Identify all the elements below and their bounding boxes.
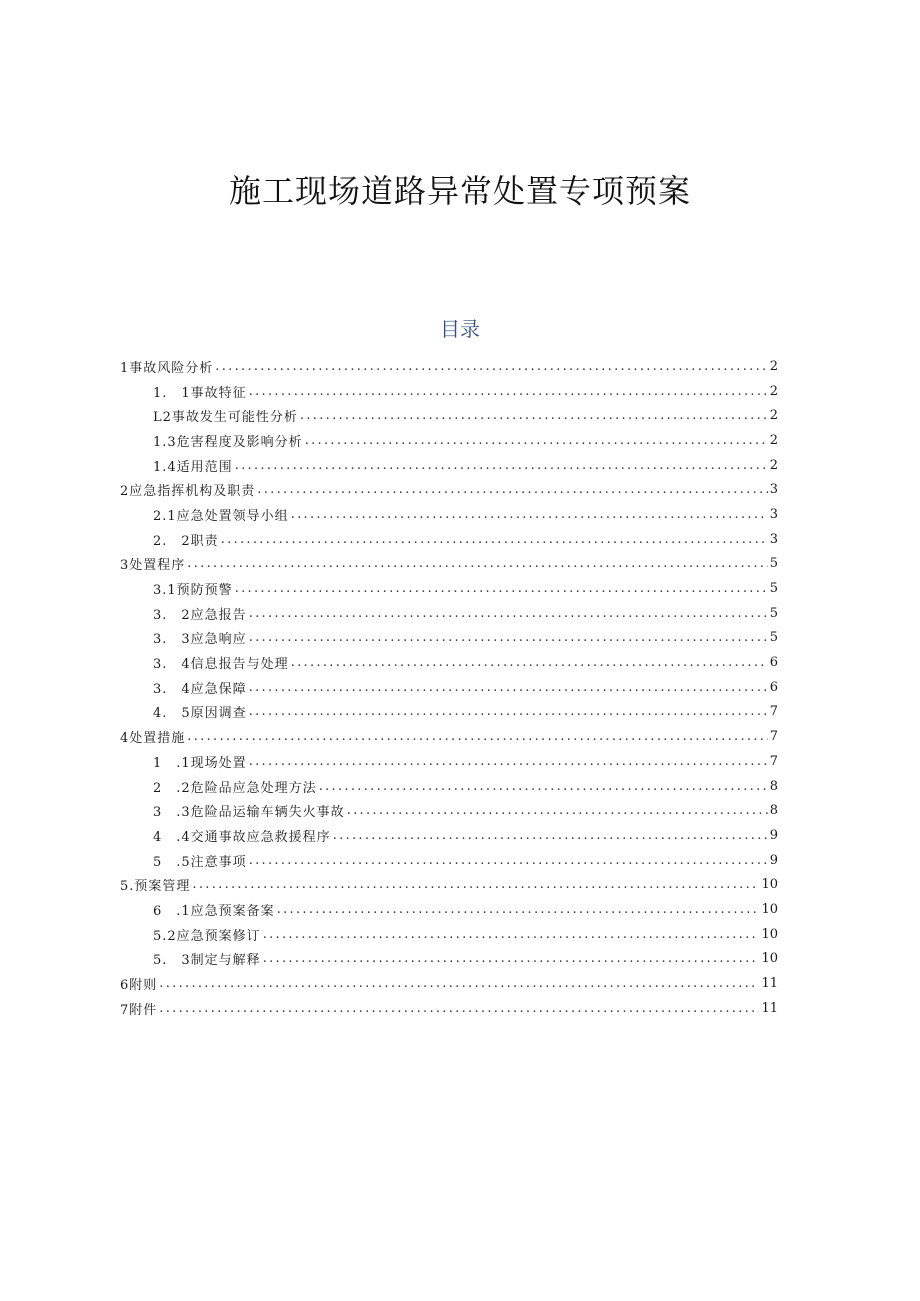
toc-entry-label: 3.1预防预警 <box>153 583 233 599</box>
toc-entry-label: 3. 2应急报告 <box>153 607 247 623</box>
toc-entry[interactable] <box>120 922 778 947</box>
toc-dot-leader <box>291 655 768 670</box>
toc-entry-label: 5.2应急预案修订 <box>153 928 261 944</box>
toc-heading: 目录 <box>440 317 480 341</box>
toc-entry-page: 5 <box>769 556 778 572</box>
toc-entry[interactable] <box>120 724 778 749</box>
toc-entry[interactable] <box>120 502 778 527</box>
toc-entry-label: 2. 2职责 <box>153 533 219 549</box>
toc-entry-label: 4. 5原因调查 <box>153 706 247 722</box>
toc-dot-leader <box>300 408 768 423</box>
toc-entry-label: 4处置措施 <box>120 731 186 747</box>
toc-dot-leader <box>249 606 768 621</box>
toc-entry-page: 6 <box>769 655 778 671</box>
toc-dot-leader <box>347 803 768 818</box>
toc-dot-leader <box>221 532 768 547</box>
toc-entry-page: 2 <box>769 457 778 473</box>
toc-entry[interactable] <box>120 700 778 725</box>
toc-entry-page: 2 <box>769 383 778 399</box>
toc-entry-label: 5. 3制定与解释 <box>153 953 261 969</box>
toc-entry[interactable] <box>120 477 778 502</box>
toc-entry-label: 2.1应急处置领导小组 <box>153 508 289 524</box>
toc-entry[interactable] <box>120 453 778 478</box>
toc-entry-page: 7 <box>769 729 778 745</box>
toc-entry-label: 5.预案管理 <box>120 879 191 895</box>
toc-entry[interactable] <box>120 798 778 823</box>
toc-dot-leader <box>319 779 768 794</box>
toc-entry-label: 5 .5注意事项 <box>153 854 247 870</box>
toc-entry[interactable] <box>120 774 778 799</box>
toc-entry[interactable] <box>120 996 778 1021</box>
toc-dot-leader <box>263 951 760 966</box>
toc-entry[interactable] <box>120 354 778 379</box>
toc-entry-page: 3 <box>769 482 778 498</box>
toc-entry-page: 2 <box>769 432 778 448</box>
toc-entry-label: 1.3危害程度及影响分析 <box>153 434 303 450</box>
toc-entry-label: 1.4适用范围 <box>153 459 233 475</box>
toc-dot-leader <box>187 729 767 744</box>
toc-entry[interactable] <box>120 971 778 996</box>
toc-dot-leader <box>215 359 767 374</box>
toc-entry-label: 3 .3危险品运输车辆失火事故 <box>153 805 345 821</box>
toc-entry-label: 3. 4应急保障 <box>153 681 247 697</box>
toc-entry[interactable] <box>120 897 778 922</box>
toc-entry-label: L2事故发生可能性分析 <box>153 410 298 426</box>
toc-entry-page: 7 <box>769 704 778 720</box>
toc-dot-leader <box>249 680 768 695</box>
toc-entry-page: 7 <box>769 753 778 769</box>
toc-dot-leader <box>305 433 768 448</box>
toc-dot-leader <box>249 384 768 399</box>
toc-dot-leader <box>291 507 768 522</box>
toc-entry-page: 10 <box>761 901 778 917</box>
toc-entry[interactable] <box>120 749 778 774</box>
page-title: 施工现场道路异常处置专项预案 <box>228 172 691 210</box>
table-of-contents <box>120 354 778 1021</box>
toc-entry-label: 6附则 <box>120 978 158 994</box>
toc-entry-page: 10 <box>761 951 778 967</box>
toc-entry-page: 11 <box>761 976 778 992</box>
toc-entry[interactable] <box>120 601 778 626</box>
toc-dot-leader <box>192 877 759 892</box>
toc-entry[interactable] <box>120 576 778 601</box>
toc-entry-page: 2 <box>769 408 778 424</box>
toc-entry-page: 9 <box>769 852 778 868</box>
toc-entry[interactable] <box>120 379 778 404</box>
toc-entry-page: 2 <box>769 358 778 374</box>
toc-entry-label: 2应急指挥机构及职责 <box>120 484 256 500</box>
toc-entry-label: 3. 4信息报告与处理 <box>153 657 289 673</box>
toc-dot-leader <box>249 754 768 769</box>
toc-entry-page: 9 <box>769 827 778 843</box>
toc-entry-label: 2 .2危险品应急处理方法 <box>153 780 317 796</box>
toc-dot-leader <box>263 927 760 942</box>
toc-entry-page: 10 <box>761 926 778 942</box>
toc-entry-label: 1 .1现场处置 <box>153 755 247 771</box>
toc-entry-label: 3. 3应急响应 <box>153 632 247 648</box>
toc-dot-leader <box>249 704 768 719</box>
toc-entry-page: 6 <box>769 679 778 695</box>
toc-entry[interactable] <box>120 552 778 577</box>
toc-entry-page: 5 <box>769 605 778 621</box>
toc-dot-leader <box>159 1001 759 1016</box>
toc-entry[interactable] <box>120 428 778 453</box>
toc-dot-leader <box>249 630 768 645</box>
toc-entry[interactable] <box>120 848 778 873</box>
toc-entry-label: 1事故风险分析 <box>120 360 214 376</box>
toc-entry[interactable] <box>120 823 778 848</box>
toc-entry[interactable] <box>120 650 778 675</box>
toc-entry[interactable] <box>120 947 778 972</box>
toc-entry-page: 3 <box>769 506 778 522</box>
toc-entry-page: 3 <box>769 531 778 547</box>
toc-entry-label: 7附件 <box>120 1002 158 1018</box>
toc-entry[interactable] <box>120 403 778 428</box>
toc-entry[interactable] <box>120 527 778 552</box>
toc-dot-leader <box>257 482 767 497</box>
toc-entry[interactable] <box>120 626 778 651</box>
toc-dot-leader <box>249 853 768 868</box>
toc-dot-leader <box>235 581 768 596</box>
toc-entry-page: 5 <box>769 581 778 597</box>
toc-entry-label: 1. 1事故特征 <box>153 385 247 401</box>
toc-dot-leader <box>333 828 768 843</box>
toc-entry-page: 8 <box>769 778 778 794</box>
toc-entry-page: 11 <box>761 1000 778 1016</box>
toc-entry[interactable] <box>120 675 778 700</box>
toc-dot-leader <box>159 976 759 991</box>
toc-entry-page: 5 <box>769 630 778 646</box>
toc-dot-leader <box>277 902 760 917</box>
toc-entry-label: 4 .4交通事故应急救援程序 <box>153 829 331 845</box>
toc-dot-leader <box>235 458 768 473</box>
toc-entry-label: 3处置程序 <box>120 558 186 574</box>
toc-entry-page: 8 <box>769 803 778 819</box>
toc-entry[interactable] <box>120 872 778 897</box>
toc-entry-page: 10 <box>761 877 778 893</box>
toc-dot-leader <box>187 556 767 571</box>
toc-entry-label: 6 .1应急预案备案 <box>153 903 275 919</box>
